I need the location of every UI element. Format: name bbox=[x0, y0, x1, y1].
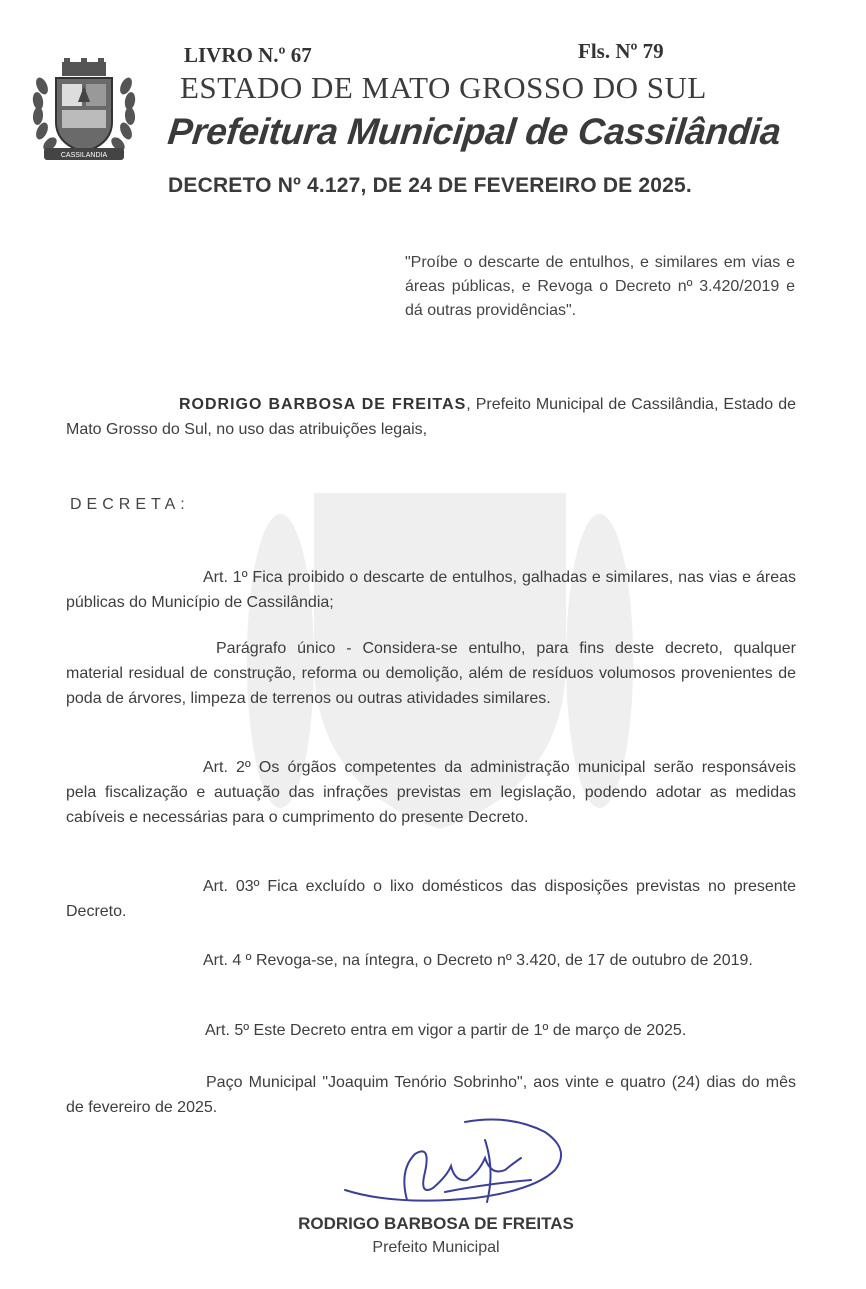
livro-number: LIVRO N.º 67 bbox=[184, 43, 312, 67]
prefeito-intro-text: , Prefeito Municipal de Cassilândia, Estado de Mato Grosso do Sul, no uso das atribuições legais, bbox=[66, 396, 797, 438]
crest-label: CASSILANDIA bbox=[60, 152, 108, 159]
municipal-coat-of-arms-icon bbox=[28, 56, 140, 168]
article-1: Art. 1º Fica proibido o descarte de entulhos, galhadas e similares, nas vias e áreas públicas do Município de Cassilândia; bbox=[66, 569, 796, 611]
signatory-name: RODRIGO BARBOSA DE FREITAS bbox=[298, 1214, 574, 1233]
article-4: Art. 4 º Revoga-se, na íntegra, o Decreto nº 3.420, de 17 de outubro de 2019. bbox=[203, 952, 753, 969]
handwritten-signature-icon bbox=[335, 1110, 580, 1220]
state-name: ESTADO DE MATO GROSSO DO SUL bbox=[180, 70, 707, 105]
prefeitura-name: Prefeitura Municipal de Cassilândia bbox=[165, 111, 783, 152]
signatory-role: Prefeito Municipal bbox=[372, 1239, 500, 1256]
article-3: Art. 03º Fica excluído o lixo domésticos das disposições previstas no presente Decreto. bbox=[66, 878, 796, 920]
prefeito-intro bbox=[66, 392, 796, 442]
prefeito-name: RODRIGO BARBOSA DE FREITAS bbox=[179, 396, 467, 413]
folha-number: Fls. Nº 79 bbox=[578, 39, 664, 63]
decree-title: DECRETO Nº 4.127, DE 24 DE FEVEREIRO DE 2025. bbox=[168, 174, 692, 197]
decreta-heading: DECRETA: bbox=[70, 496, 190, 513]
article-5: Art. 5º Este Decreto entra em vigor a partir de 1º de março de 2025. bbox=[205, 1022, 687, 1039]
paragrafo-unico: Parágrafo único - Considera-se entulho, para fins deste decreto, qualquer material residual de construção, reforma ou demolição, além de resíduos volumosos provenientes de poda de árvores, limpeza de terrenos ou outras atividades similares. bbox=[66, 640, 796, 707]
article-2: Art. 2º Os órgãos competentes da administração municipal serão responsáveis pela fiscalização e autuação das infrações previstas em legislação, podendo adotar as medidas cabíveis e necessárias para o cumprimento do presente Decreto. bbox=[66, 759, 796, 826]
decree-ementa: "Proíbe o descarte de entulhos, e similares em vias e áreas públicas, e Revoga o Decreto nº 3.420/2019 e dá outras providências". bbox=[405, 254, 795, 319]
paco-municipal-closing: Paço Municipal "Joaquim Tenório Sobrinho", aos vinte e quatro (24) dias do mês de fevereiro de 2025. bbox=[66, 1074, 796, 1116]
